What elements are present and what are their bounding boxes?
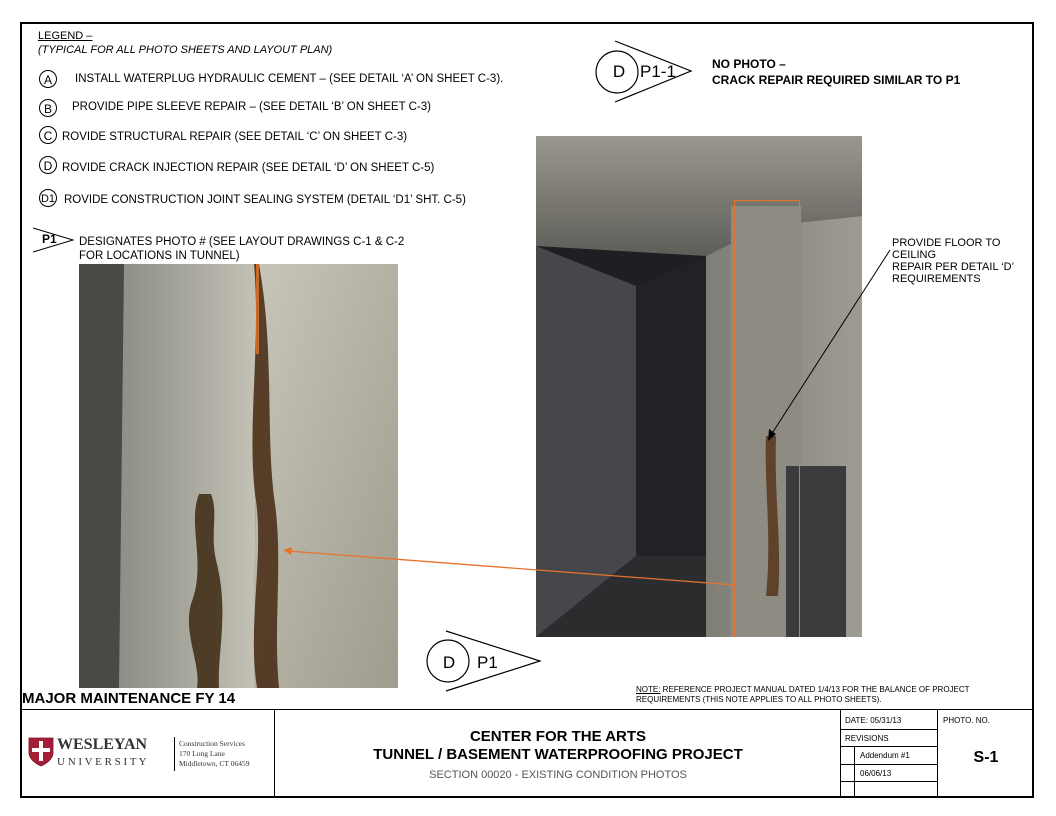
legend-symbol-a: A	[39, 70, 57, 88]
university-sub: U N I V E R S I T Y	[57, 756, 147, 768]
legend-heading: LEGEND –	[38, 30, 93, 42]
wesleyan-shield-logo	[28, 737, 54, 767]
legend-symbol-c: C	[39, 126, 57, 144]
project-note: NOTE: REFERENCE PROJECT MANUAL DATED 1/4/13 FOR THE BALANCE OF PROJECT REQUIREMENTS (THIS NOTE APPLIES TO ALL PHOTO SHEETS).	[636, 685, 970, 704]
logo-divider	[174, 737, 175, 771]
title-line-2: TUNNEL / BASEMENT WATERPROOFING PROJECT	[373, 746, 743, 763]
photo-link-leader	[280, 545, 740, 590]
title-block-divider-1	[274, 709, 275, 798]
title-line-3: SECTION 00020 - EXISTING CONDITION PHOTOS	[429, 769, 687, 781]
legend-item-b: PROVIDE PIPE SLEEVE REPAIR – (SEE DETAIL ‘B’ ON SHEET C-3)	[72, 101, 431, 113]
sheet-number: S-1	[973, 749, 999, 766]
title-block-top-line	[20, 709, 1034, 710]
callout-arrow	[765, 245, 895, 445]
no-photo-note: NO PHOTO – CRACK REPAIR REQUIRED SIMILAR TO P1	[712, 57, 961, 87]
photo-p1-closeup-image	[79, 264, 398, 688]
legend-photo-symbol: P1	[42, 232, 57, 246]
legend-item-d: ROVIDE CRACK INJECTION REPAIR (SEE DETAIL ‘D’ ON SHEET C-5)	[62, 162, 435, 174]
revision-1-date: 06/06/13	[860, 769, 892, 778]
revisions-label: REVISIONS	[845, 734, 889, 743]
department-address: Construction Services 170 Long Lane Middletown, CT 06459	[179, 739, 250, 768]
program-label: MAJOR MAINTENANCE FY 14	[22, 690, 236, 707]
photo-p1-closeup	[79, 264, 398, 688]
repair-callout: PROVIDE FLOOR TO CEILING REPAIR PER DETAIL ‘D’ REQUIREMENTS	[892, 237, 1015, 285]
top-tag-photo: P1-1	[640, 62, 676, 81]
top-tag-detail: D	[612, 62, 626, 81]
legend-symbol-d1: D1	[39, 189, 57, 207]
rev-col-line	[854, 746, 855, 798]
legend-subheading: (TYPICAL FOR ALL PHOTO SHEETS AND LAYOUT PLAN)	[38, 44, 333, 56]
bottom-tag-detail: D	[442, 653, 456, 672]
legend-symbol-d: D	[39, 156, 57, 174]
revision-1: Addendum #1	[860, 751, 910, 760]
title-line-1: CENTER FOR THE ARTS	[469, 728, 647, 745]
title-block-divider-2	[840, 709, 841, 798]
legend-item-a: INSTALL WATERPLUG HYDRAULIC CEMENT – (SEE DETAIL ‘A’ ON SHEET C-3).	[75, 73, 504, 85]
legend-symbol-b: B	[39, 99, 57, 117]
rev-line-1	[840, 729, 937, 730]
photo-number-label: PHOTO. NO.	[943, 716, 990, 725]
bottom-tag-photo: P1	[477, 653, 498, 672]
sheet-date: DATE: 05/31/13	[845, 716, 902, 725]
university-name: WESLEYAN	[57, 736, 148, 753]
legend-item-c: ROVIDE STRUCTURAL REPAIR (SEE DETAIL ‘C’ ON SHEET C-3)	[62, 131, 408, 143]
legend-photo-text: DESIGNATES PHOTO # (SEE LAYOUT DRAWINGS C-1 & C-2 FOR LOCATIONS IN TUNNEL)	[79, 236, 405, 262]
legend-item-d1: ROVIDE CONSTRUCTION JOINT SEALING SYSTEM (DETAIL ‘D1’ SHT. C-5)	[64, 194, 466, 206]
